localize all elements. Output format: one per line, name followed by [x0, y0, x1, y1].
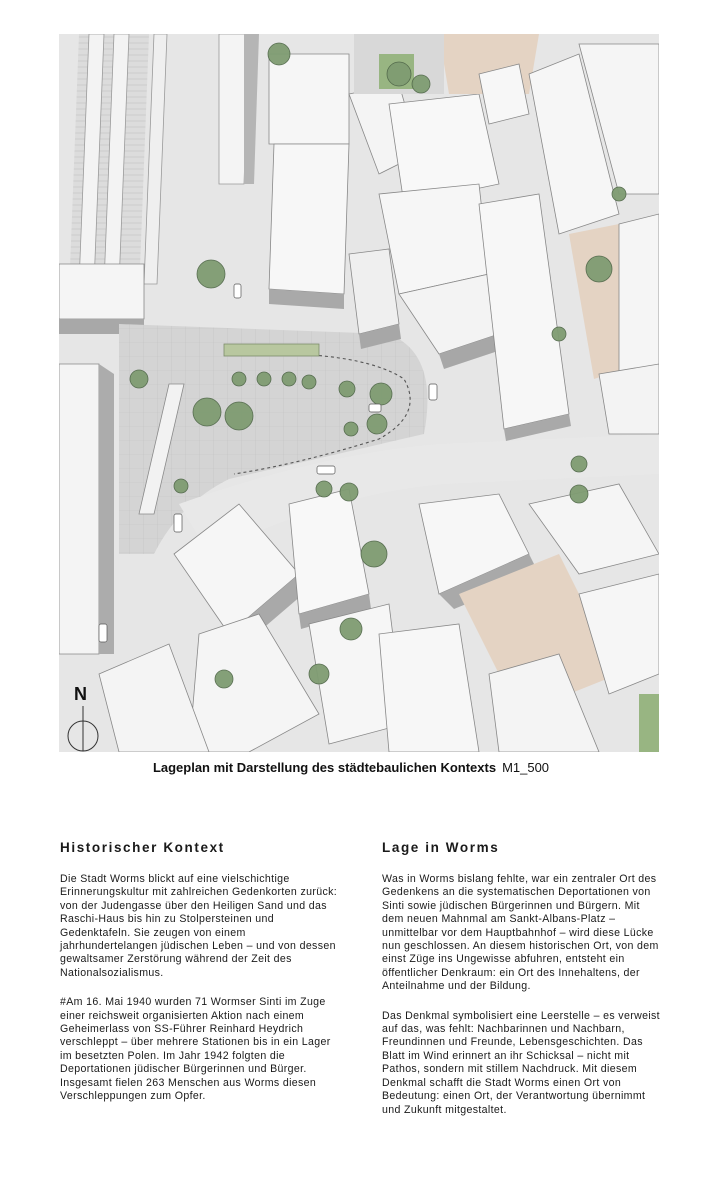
- paragraph: Das Denkmal symbolisiert eine Leerstelle – es verweist auf das, was fehlt: Nachbarinnen und Nachbarn, Freundinnen und Freunde, Lebensgeschichten. Das Blatt im Wind erinnert an ihr Schicksal – nicht mit Pathos, sondern mit stillem Nachdruck. Mit diesem Denkmal schafft die Stadt Worms einen Ort von Bedeutung: einen Ort, der Verantwortung übernimmt und Zukunft mitgestaltet.: [382, 1009, 660, 1116]
- paragraph: #Am 16. Mai 1940 wurden 71 Wormser Sinti im Zuge einer reichsweit organisierten Aktion nach einem Geheimerlass von SS-Führer Reinhard Heydrich verschleppt – über mehrere Stationen bis in ein Lager im besetzten Polen. Im Jahr 1942 folgten die Deportationen jüdischer Bürgerinnen und Bürger. Insgesamt fielen 263 Menschen aus Worms diesen Verschleppungen zum Opfer.: [60, 996, 331, 1103]
- scale-label: M1_500: [502, 760, 550, 775]
- site-plan-map: [59, 34, 659, 752]
- paragraph: Die Stadt Worms blickt auf eine vielschichtige Erinnerungskultur mit zahlreichen Gedenkorten zurück: von der Judengasse über den Heiligen Sand und das Raschi-Haus bis hin zu Stolpersteinen und Gedenktafeln. Sie zeugen von einem jahrhundertelangen jüdischen Leben – und von dessen gewaltsamer Zerstörung während der Zeit des Nationalsozialismus.: [60, 873, 338, 979]
- caption-text: Lageplan mit Darstellung des städtebaulichen Kontexts: [152, 760, 497, 775]
- north-arrow-icon: [66, 706, 102, 756]
- north-label: N: [74, 684, 87, 704]
- location-section: [382, 840, 664, 1133]
- section-heading: Historischer Kontext: [60, 840, 225, 855]
- north-arrow: [66, 684, 102, 754]
- historical-context-section: [60, 840, 342, 1120]
- section-heading: Lage in Worms: [382, 840, 500, 855]
- map-caption: [0, 760, 702, 775]
- paragraph: Was in Worms bislang fehlte, war ein zentraler Ort des Gedenkens an die systematischen Deportationen von Sinti sowie jüdischen Bürgerinnen und Bürgern. Mit dem neuen Mahnmal am Sankt-Albans-Platz – unmittelbar vor dem Hauptbahnhof – wird diese Lücke nun geschlossen. An diesem historischen Ort, von dem einst Züge ins Ungewisse abfuhren, entsteht ein öffentlicher Denkraum: ein Ort des Innehaltens, der Anteilnahme und der Bildung.: [382, 873, 659, 993]
